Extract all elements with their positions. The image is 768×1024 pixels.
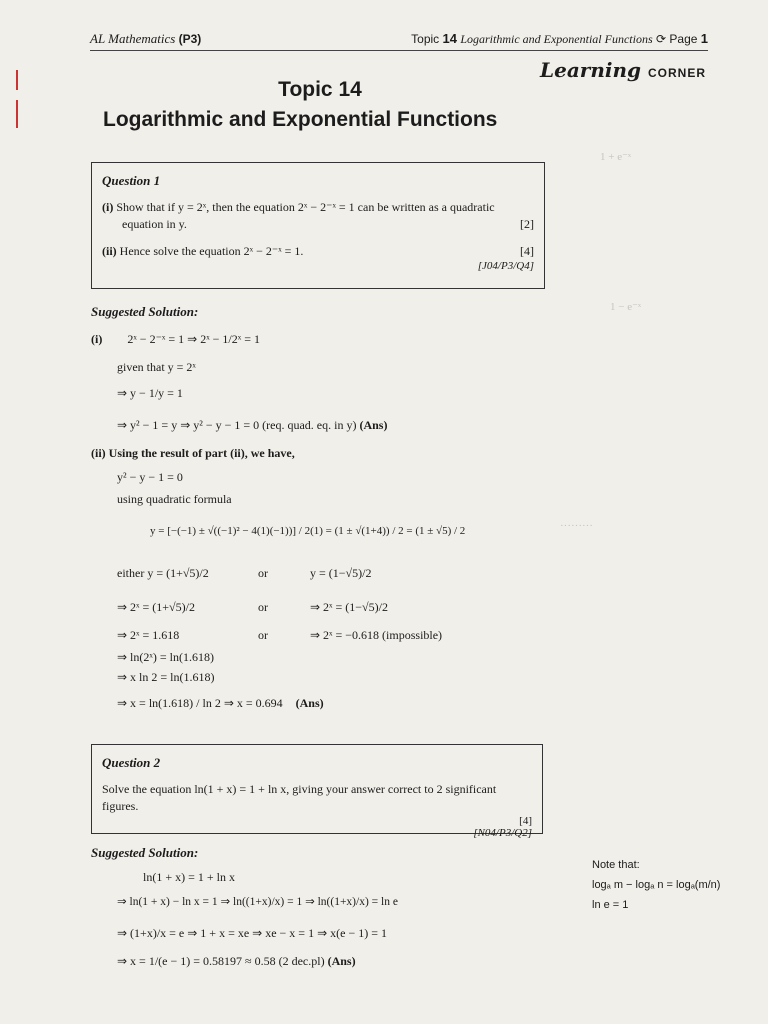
question-text: Solve the equation ln(1 + x) = 1 + ln x, giving your answer correct to 2 significant figures.	[102, 782, 497, 813]
topic-prefix: Topic	[411, 32, 440, 46]
part-label: (i)	[102, 200, 114, 214]
marks: [4]	[520, 244, 534, 258]
math-line: or	[258, 628, 268, 642]
ln-rule: ln e = 1	[592, 899, 629, 911]
math-line: given that y = 2ˣ	[117, 360, 196, 374]
question-title: Question 1	[102, 173, 161, 188]
bleed-through: 1 + e⁻ˣ	[600, 151, 632, 163]
brand-script: Learning	[540, 58, 641, 82]
math-line: (ii) Using the result of part (ii), we have,	[91, 446, 295, 460]
solution-heading: Suggested Solution:	[91, 304, 199, 319]
math-line: y = [−(−1) ± √((−1)² − 4(1)(−1))] / 2(1) = (1 ± √(1+4)) / 2 = (1 ± √5) / 2	[150, 525, 466, 537]
question-2-box	[91, 744, 543, 839]
log-rule: logₐ m − logₐ n = logₐ(m/n)	[592, 879, 721, 891]
math-line: ⇒ 2ˣ = (1−√5)/2	[310, 600, 388, 614]
math-line: ⇒ ln(2ˣ) = ln(1.618)	[117, 650, 214, 664]
arrow-icon: ⟳	[655, 32, 667, 46]
math-line	[117, 696, 324, 711]
header-course	[90, 31, 201, 47]
math-line: ⇒ 2ˣ = −0.618 (impossible)	[310, 628, 443, 642]
part-text: equation in y.	[122, 217, 187, 231]
math-line: 2ˣ − 2⁻ˣ = 1 ⇒ 2ˣ − 1/2ˣ = 1	[127, 332, 260, 346]
page-subtitle: Logarithmic and Exponential Functions	[103, 108, 498, 131]
page-label: Page	[669, 32, 698, 46]
math-line: or	[258, 566, 268, 580]
exam-reference: [J04/P3/Q4]	[477, 260, 534, 272]
math-text: ⇒ x = 1/(e − 1) = 0.58197 ≈ 0.58 (2 dec.pl)	[117, 954, 325, 968]
math-line: ⇒ (1+x)/x = e ⇒ 1 + x = xe ⇒ xe − x = 1 ⇒ x(e − 1) = 1	[117, 926, 387, 940]
part-label: (ii)	[102, 244, 117, 258]
bleed-through: ·········	[560, 520, 593, 532]
brand-corner: CORNER	[647, 66, 706, 80]
q1-part-i-cont	[102, 216, 534, 233]
question-1-box	[91, 162, 545, 289]
math-line: y² − y − 1 = 0	[117, 470, 183, 484]
page-header	[90, 30, 708, 51]
course-name: AL Mathematics	[90, 31, 176, 46]
q1-part-i	[102, 199, 534, 216]
paper-code: (P3)	[178, 32, 202, 46]
math-line	[117, 418, 387, 433]
math-line: or	[258, 600, 268, 614]
topic-number: 14	[442, 31, 457, 46]
header-topic	[411, 31, 708, 47]
sol1-line	[91, 332, 260, 347]
marks: [4]	[519, 815, 532, 827]
math-line: using quadratic formula	[117, 492, 232, 506]
math-line: ⇒ ln(1 + x) − ln x = 1 ⇒ ln((1+x)/x) = 1 ⇒ ln((1+x)/x) = ln e	[117, 896, 398, 908]
math-line: ⇒ x ln 2 = ln(1.618)	[117, 670, 215, 684]
topic-title: Logarithmic and Exponential Functions	[460, 32, 653, 46]
solution-heading: Suggested Solution:	[91, 845, 199, 860]
math-line: ⇒ 2ˣ = 1.618	[117, 628, 180, 642]
answer-tag: (Ans)	[359, 418, 388, 432]
math-line	[117, 954, 356, 969]
page-title: Topic 14	[278, 78, 362, 101]
answer-tag: (Ans)	[327, 954, 356, 968]
part-label: (i)	[91, 332, 103, 346]
q1-part-ii	[102, 243, 534, 260]
question-title: Question 2	[102, 755, 161, 770]
math-line: ⇒ y − 1/y = 1	[117, 386, 183, 400]
part-text: Show that if y = 2ˣ, then the equation 2ˣ − 2⁻ˣ = 1 can be written as a quadratic	[116, 200, 495, 214]
math-text: ⇒ x = ln(1.618) / ln 2 ⇒ x = 0.694	[117, 696, 283, 710]
note-label: Note that:	[592, 859, 640, 871]
marks: [2]	[520, 217, 534, 231]
math-line: ⇒ 2ˣ = (1+√5)/2	[117, 600, 195, 614]
bleed-through: 1 − e⁻ˣ	[610, 301, 642, 313]
math-line: y = (1−√5)/2	[310, 566, 372, 580]
page-number: 1	[700, 31, 708, 46]
math-line: ln(1 + x) = 1 + ln x	[143, 870, 235, 884]
answer-tag: (Ans)	[295, 696, 324, 710]
math-text: ⇒ y² − 1 = y ⇒ y² − y − 1 = 0 (req. quad. eq. in y)	[117, 418, 357, 432]
note-box	[592, 855, 720, 915]
part-text: Hence solve the equation 2ˣ − 2⁻ˣ = 1.	[119, 244, 304, 258]
exam-reference: [N04/P3/Q2]	[473, 827, 532, 839]
math-line: either y = (1+√5)/2	[117, 566, 209, 580]
margin-mark	[16, 100, 18, 128]
